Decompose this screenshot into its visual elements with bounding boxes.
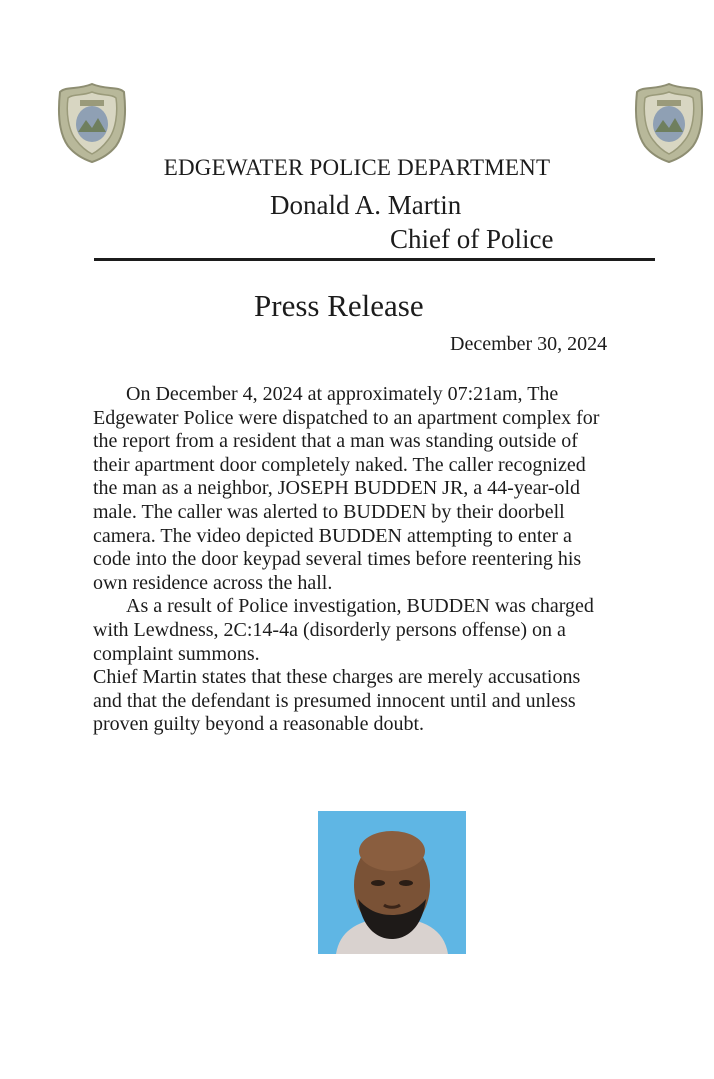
body-line: their apartment door completely naked. The caller recognized <box>93 453 586 476</box>
body-line: and that the defendant is presumed innocent until and unless <box>93 689 576 712</box>
chief-name: Donald A. Martin <box>270 190 462 220</box>
body-line: proven guilty beyond a reasonable doubt. <box>93 713 425 736</box>
body-line: Edgewater Police were dispatched to an apartment complex for <box>93 406 600 429</box>
body-line: male. The caller was alerted to BUDDEN by their doorbell <box>93 500 565 523</box>
police-badge-icon <box>633 80 705 164</box>
body-line: camera. The video depicted BUDDEN attempting to enter a <box>93 524 572 547</box>
police-badge-icon-right <box>633 80 705 164</box>
body-line: As a result of Police investigation, BUDDEN was charged <box>126 595 594 618</box>
press-release-date: December 30, 2024 <box>450 333 608 355</box>
body-line: Chief Martin states that these charges are merely accusations <box>93 666 581 689</box>
person-photo-icon <box>318 811 466 954</box>
body-line: with Lewdness, 2C:14-4a (disorderly persons offense) on a <box>93 618 566 641</box>
body-line: the report from a resident that a man was standing outside of <box>93 430 578 453</box>
chief-title: Chief of Police <box>390 224 554 254</box>
header-divider <box>94 258 655 261</box>
body-line: complaint summons. <box>93 642 260 665</box>
press-release-body <box>93 383 663 737</box>
body-line: the man as a neighbor, JOSEPH BUDDEN JR, a 44-year-old <box>93 477 581 500</box>
press-release-title: Press Release <box>254 288 424 323</box>
body-line: own residence across the hall. <box>93 571 333 594</box>
police-badge-icon-left <box>56 80 128 164</box>
department-name: EDGEWATER POLICE DEPARTMENT <box>163 155 551 180</box>
body-line: code into the door keypad several times before reentering his <box>93 548 582 571</box>
body-line: On December 4, 2024 at approximately 07:21am, The <box>126 383 559 405</box>
mugshot-photo <box>318 811 466 954</box>
police-badge-icon <box>56 80 128 164</box>
